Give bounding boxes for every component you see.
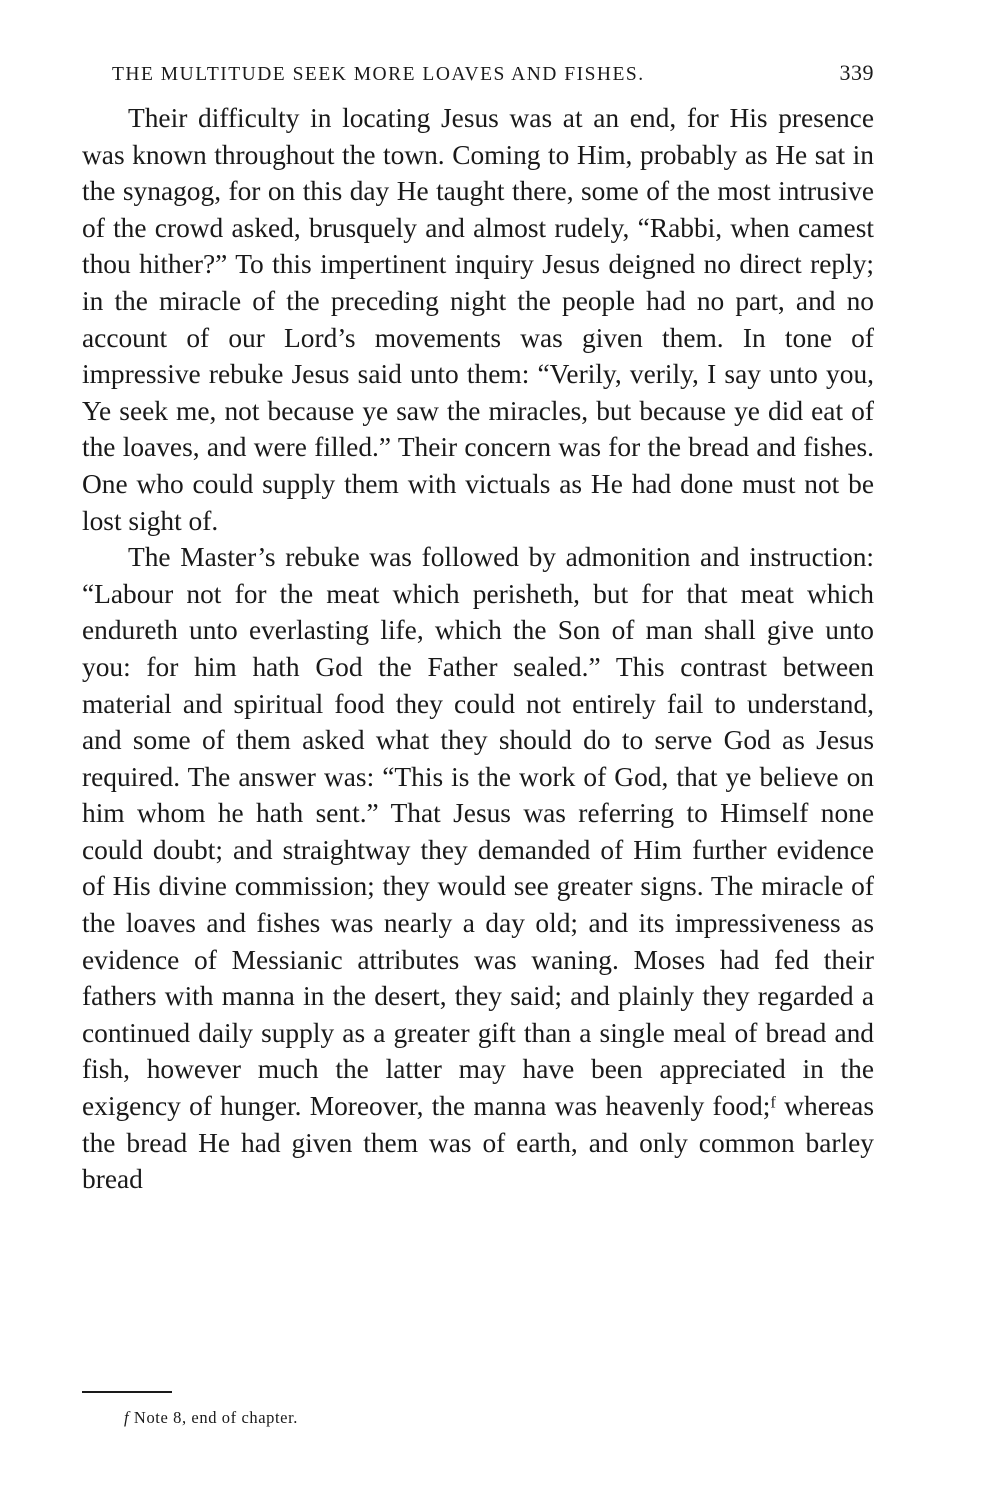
running-title: THE MULTITUDE SEEK MORE LOAVES AND FISHES. — [112, 64, 645, 85]
footnote-marker: f — [124, 1408, 130, 1427]
footnote — [124, 1408, 298, 1428]
paragraph: Their difficulty in locating Jesus was at an end, for His presence was known throughout the town. Coming to Him, probably as He sat in the synagog, for on this day He taught there, some of the most intrusive of the crowd asked, brusquely and almost rudely, “Rabbi, when camest thou hither?” To this impertinent inquiry Jesus deigned no direct reply; in the miracle of the preceding night the people had no part, and no account of our Lord’s movements was given them. In tone of impressive rebuke Jesus said unto them: “Verily, verily, I say unto you, Ye seek me, not because ye saw the miracles, but because ye did eat of the loaves, and were filled.” Their concern was for the bread and fishes. One who could supply them with victuals as He had done must not be lost sight of. — [82, 103, 874, 536]
paragraph: The Master’s rebuke was followed by admonition and instruction: “Labour not for the meat which perisheth, but for that meat which endureth unto everlasting life, which the Son of man shall give unto you: for him hath God the Father sealed.” This contrast between material and spiritual food they could not entirely fail to understand, and some of them asked what they should do to serve God as Jesus required. The answer was: “This is the work of God, that ye believe on him whom he hath sent.” That Jesus was referring to Himself none could doubt; and straightway they demanded of Him further evidence of His divine commission; they would see greater signs. The miracle of the loaves and fishes was nearly a day old; and its impressiveness as evidence of Messianic attributes was waning. Moses had fed their fathers with manna in the desert, they said; and plainly they regarded a continued daily supply as a greater gift than a single meal of bread and fish, however much the latter may have been appreciated in the exigency of hunger. Moreover, the manna was heavenly food;ᶠ whereas the bread He had given them was of earth, and only common barley bread — [82, 542, 874, 1195]
running-head — [112, 60, 874, 86]
footnote-rule — [82, 1391, 172, 1393]
page-number: 339 — [839, 60, 874, 85]
book-page — [82, 60, 874, 1198]
body-text — [82, 100, 874, 1198]
footnote-text: Note 8, end of chapter. — [133, 1408, 299, 1427]
